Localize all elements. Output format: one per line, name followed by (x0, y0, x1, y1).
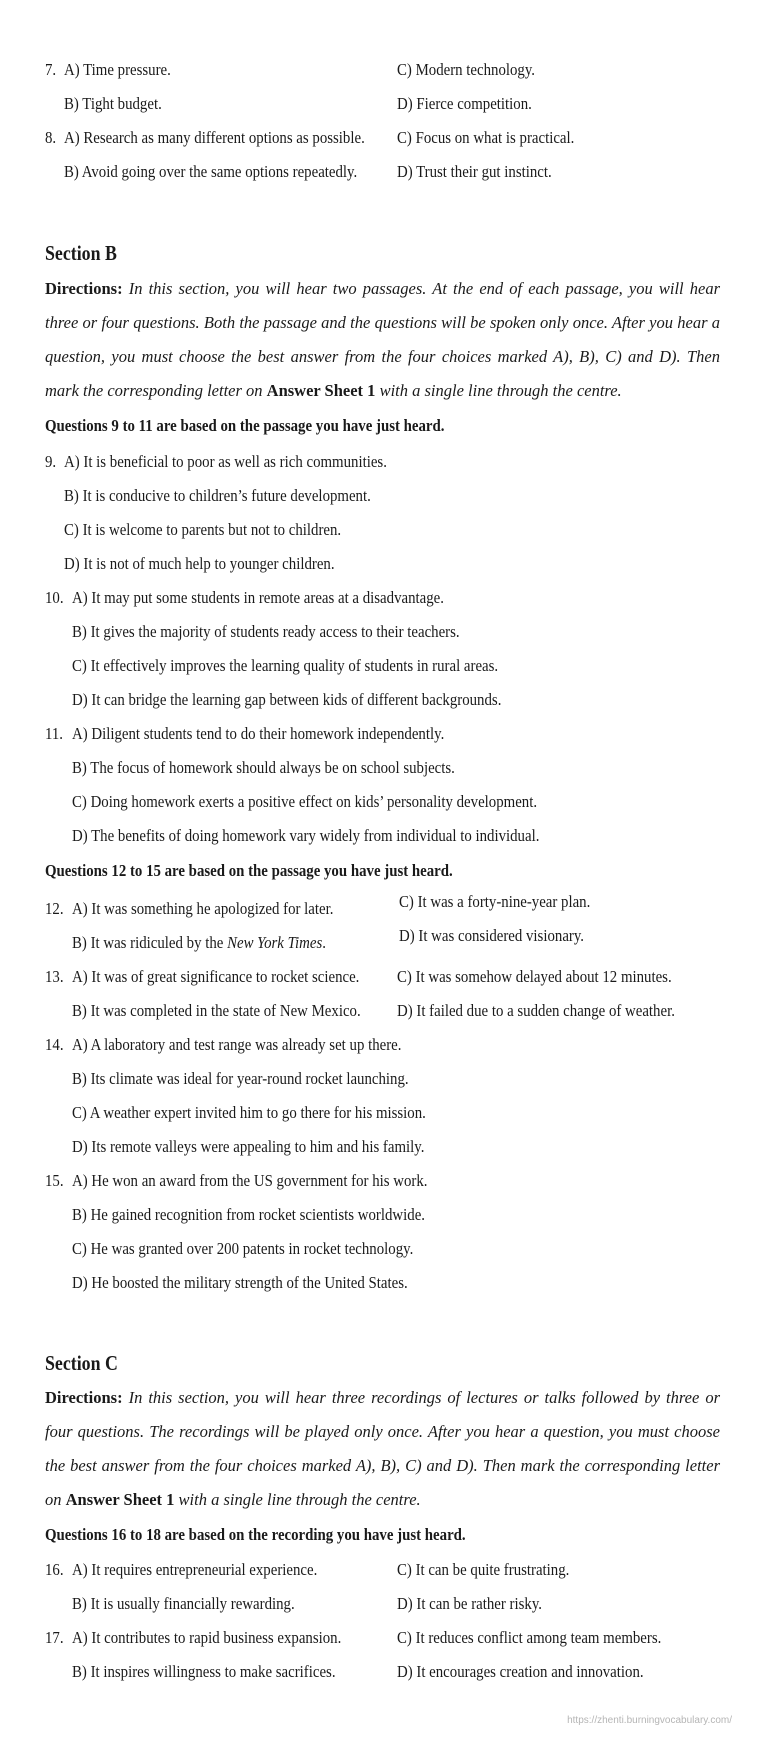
option-b: B) It is usually financially rewarding. (72, 1594, 295, 1613)
option-d: D) Trust their gut instinct. (397, 162, 552, 181)
question-number: 9. (45, 452, 57, 471)
group-heading-16-18: Questions 16 to 18 are based on the recording you have just heard. (45, 1525, 466, 1544)
option-a: A) It may put some students in remote areas at a disadvantage. (72, 588, 444, 607)
option-a: A) It is beneficial to poor as well as rich communities. (64, 452, 387, 471)
group-heading-9-11: Questions 9 to 11 are based on the passage you have just heard. (45, 416, 445, 435)
question-14-option-c: C) A weather expert invited him to go there for his mission. (72, 1103, 426, 1122)
option-b: B) It was completed in the state of New Mexico. (72, 1001, 361, 1020)
question-15-option-c: C) He was granted over 200 patents in rocket technology. (72, 1239, 414, 1258)
option-c: C) Modern technology. (397, 60, 536, 79)
option-d: D) It can be rather risky. (397, 1594, 542, 1613)
question-9-option-d: D) It is not of much help to younger children. (64, 554, 335, 573)
group-heading-12-15: Questions 12 to 15 are based on the passage you have just heard. (45, 861, 453, 880)
question-7-row-2 (0, 89, 760, 119)
option-d: D) Fierce competition. (397, 94, 532, 113)
option-a: A) Diligent students tend to do their homework independently. (72, 724, 445, 743)
question-14-option-b: B) Its climate was ideal for year-round rocket launching. (72, 1069, 409, 1088)
question-14-option-d: D) Its remote valleys were appealing to him and his family. (72, 1137, 425, 1156)
directions-label: Directions: (45, 1388, 123, 1407)
question-12 (0, 894, 760, 924)
question-10-option-d: D) It can bridge the learning gap between kids of different backgrounds. (72, 690, 502, 709)
question-13-row-2 (0, 996, 760, 1026)
option-d: D) It was considered visionary. (399, 926, 585, 945)
question-number: 17. (45, 1628, 64, 1647)
question-number: 13. (45, 967, 64, 986)
option-b: B) Avoid going over the same options repeatedly. (64, 162, 358, 181)
question-9-option-c: C) It is welcome to parents but not to children. (64, 520, 342, 539)
question-8-row-2 (0, 157, 760, 187)
option-c: C) It was somehow delayed about 12 minutes. (397, 967, 672, 986)
question-15 (0, 1166, 760, 1196)
option-a: A) It was of great significance to rocket science. (72, 967, 360, 986)
question-7 (0, 55, 760, 85)
section-c-directions (45, 1381, 720, 1517)
question-number: 16. (45, 1560, 64, 1579)
question-9-option-b: B) It is conducive to children’s future development. (64, 486, 371, 505)
answer-sheet-label: Answer Sheet 1 (266, 381, 376, 400)
section-b-title: Section B (45, 241, 117, 265)
option-c: C) It reduces conflict among team members. (397, 1628, 662, 1647)
section-b-directions (45, 272, 720, 408)
question-12-row-2 (0, 928, 760, 958)
option-c: C) It can be quite frustrating. (397, 1560, 570, 1579)
question-number: 7. (45, 60, 57, 79)
option-c: C) It was a forty-nine-year plan. (399, 892, 591, 911)
option-a: A) It was something he apologized for later. (72, 899, 334, 918)
directions-text: In this section, you will hear two passages. At the end of each passage, you will hear three or four questions. Both the passage and the questions will be spoken only once. After you hear a question, you must choose the best answer from the four choices marked A), B), C) and D). Then mark the corresponding letter on (45, 279, 720, 400)
option-b: B) Tight budget. (64, 94, 162, 113)
question-16-row-2 (0, 1589, 760, 1619)
directions-text-end: with a single line through the centre. (178, 1490, 421, 1509)
question-10-option-b: B) It gives the majority of students ready access to their teachers. (72, 622, 460, 641)
directions-label: Directions: (45, 279, 123, 298)
question-14 (0, 1030, 760, 1060)
question-13 (0, 962, 760, 992)
question-17-row-2 (0, 1657, 760, 1687)
option-d: D) It encourages creation and innovation. (397, 1662, 644, 1681)
question-11-option-b: B) The focus of homework should always be on school subjects. (72, 758, 455, 777)
question-8 (0, 123, 760, 153)
newspaper-title: New York Times (227, 933, 323, 952)
directions-text: In this section, you will hear three recordings of lectures or talks followed by three or four questions. The recordings will be played only once. After you hear a question, you must choose the best answer from the four choices marked A), B), C) and D). Then mark the corresponding letter on (45, 1388, 720, 1509)
question-11-option-c: C) Doing homework exerts a positive effect on kids’ personality development. (72, 792, 538, 811)
option-b: B) It was ridiculed by the New York Times. (72, 933, 326, 952)
question-10 (0, 583, 760, 613)
question-15-option-d: D) He boosted the military strength of the United States. (72, 1273, 408, 1292)
question-number: 11. (45, 724, 64, 743)
question-number: 14. (45, 1035, 64, 1054)
option-a: A) He won an award from the US government for his work. (72, 1171, 428, 1190)
answer-sheet-label: Answer Sheet 1 (65, 1490, 175, 1509)
question-17 (0, 1623, 760, 1653)
directions-text-end: with a single line through the centre. (379, 381, 622, 400)
question-11 (0, 719, 760, 749)
question-number: 8. (45, 128, 57, 147)
option-a: A) Time pressure. (64, 60, 171, 79)
watermark-url: https://zhenti.burningvocabulary.com/ (567, 1715, 732, 1726)
option-c: C) Focus on what is practical. (397, 128, 575, 147)
question-number: 15. (45, 1171, 64, 1190)
question-11-option-d: D) The benefits of doing homework vary widely from individual to individual. (72, 826, 540, 845)
question-number: 10. (45, 588, 64, 607)
option-d: D) It failed due to a sudden change of weather. (397, 1001, 675, 1020)
section-c-title: Section C (45, 1351, 118, 1375)
question-10-option-c: C) It effectively improves the learning quality of students in rural areas. (72, 656, 499, 675)
option-a: A) Research as many different options as possible. (64, 128, 365, 147)
option-a: A) A laboratory and test range was already set up there. (72, 1035, 402, 1054)
option-a: A) It contributes to rapid business expansion. (72, 1628, 342, 1647)
option-a: A) It requires entrepreneurial experience. (72, 1560, 318, 1579)
question-15-option-b: B) He gained recognition from rocket scientists worldwide. (72, 1205, 426, 1224)
option-b: B) It inspires willingness to make sacrifices. (72, 1662, 336, 1681)
question-number: 12. (45, 899, 64, 918)
question-9 (0, 447, 760, 477)
question-16 (0, 1555, 760, 1585)
